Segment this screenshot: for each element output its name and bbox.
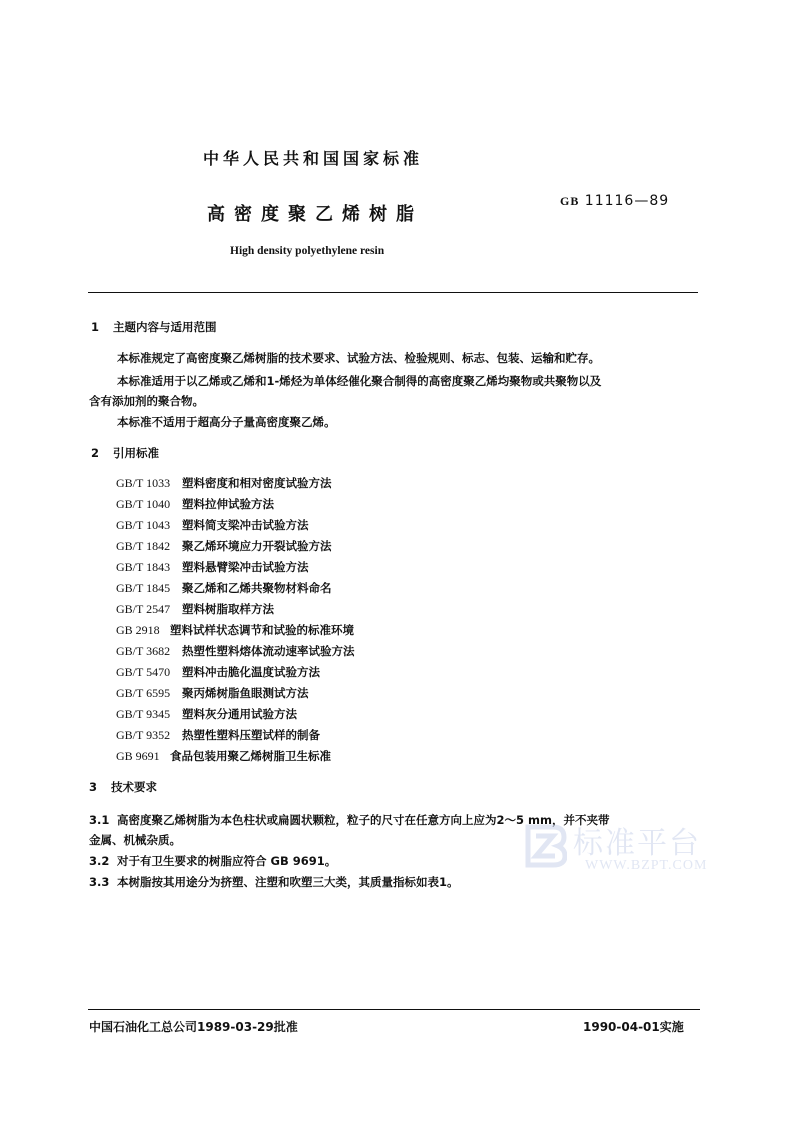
national-standard-heading: 中华人民共和国国家标准	[203, 149, 424, 168]
clause-3-1: 3.1 高密度聚乙烯树脂为本色柱状或扁圆状颗粒，粒子的尺寸在任意方向上应为2～5 mm，并不夹带	[89, 813, 610, 827]
english-title: High density polyethylene resin	[230, 245, 385, 257]
section-1-heading: 1 主题内容与适用范围	[91, 320, 217, 334]
reference-item: GB/T 1040 塑料拉伸试验方法	[116, 497, 274, 511]
clause-3-3: 3.3 本树脂按其用途分为挤塑、注塑和吹塑三大类，其质量指标如表1。	[89, 875, 459, 889]
standard-prefix: GB	[560, 194, 580, 208]
standard-code	[560, 193, 669, 209]
section-1-paragraph: 本标准规定了高密度聚乙烯树脂的技术要求、试验方法、检验规则、标志、包装、运输和贮存。	[117, 351, 600, 365]
watermark-text: 标准平台	[573, 826, 701, 861]
reference-item: GB/T 9352 热塑性塑料压塑试样的制备	[116, 728, 320, 742]
header-divider	[88, 292, 698, 293]
reference-item: GB/T 1845 聚乙烯和乙烯共聚物材料命名	[116, 581, 332, 595]
bzpt-logo-icon	[525, 824, 567, 868]
reference-item: GB/T 2547 塑料树脂取样方法	[116, 602, 274, 616]
approval-date: 中国石油化工总公司1989-03-29批准	[89, 1020, 298, 1034]
watermark-url: WWW.BZPT.COM	[585, 858, 708, 873]
reference-item: GB/T 1842 聚乙烯环境应力开裂试验方法	[116, 539, 332, 553]
reference-item: GB/T 1043 塑料简支梁冲击试验方法	[116, 518, 309, 532]
reference-item: GB/T 6595 聚丙烯树脂鱼眼测试方法	[116, 686, 309, 700]
implementation-date: 1990-04-01实施	[583, 1020, 684, 1034]
footer-divider	[88, 1009, 700, 1010]
clause-3-1-continuation: 金属、机械杂质。	[89, 833, 181, 847]
reference-item: GB/T 5470 塑料冲击脆化温度试验方法	[116, 665, 320, 679]
document-title: 高密度聚乙烯树脂	[207, 204, 423, 225]
reference-item: GB/T 1033 塑料密度和相对密度试验方法	[116, 476, 332, 490]
section-1-paragraph: 本标准适用于以乙烯或乙烯和1-烯烃为单体经催化聚合制得的高密度聚乙烯均聚物或共聚物以及	[117, 374, 602, 388]
section-1-paragraph: 含有添加剂的聚合物。	[89, 394, 204, 408]
section-3-heading: 3 技术要求	[89, 780, 157, 794]
standard-number: 11116—89	[584, 193, 670, 209]
reference-item: GB/T 9345 塑料灰分通用试验方法	[116, 707, 297, 721]
reference-item: GB 2918 塑料试样状态调节和试验的标准环境	[116, 623, 354, 637]
reference-item: GB/T 1843 塑料悬臂梁冲击试验方法	[116, 560, 309, 574]
reference-item: GB/T 3682 热塑性塑料熔体流动速率试验方法	[116, 644, 355, 658]
clause-3-2: 3.2 对于有卫生要求的树脂应符合 GB 9691。	[89, 854, 337, 868]
reference-item: GB 9691 食品包装用聚乙烯树脂卫生标准	[116, 749, 331, 763]
section-2-heading: 2 引用标准	[91, 446, 159, 460]
section-1-paragraph: 本标准不适用于超高分子量高密度聚乙烯。	[117, 415, 336, 429]
